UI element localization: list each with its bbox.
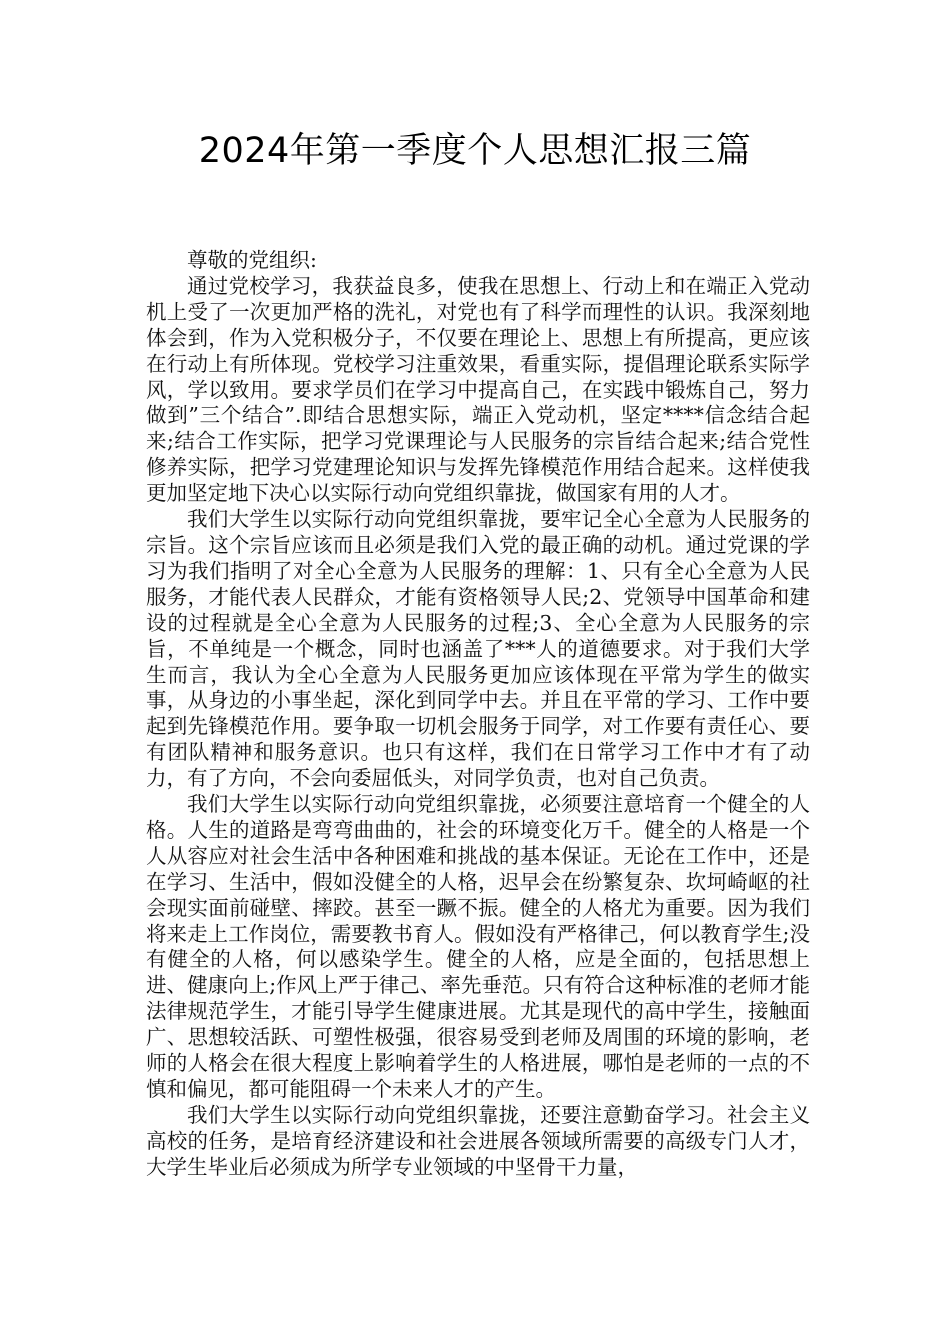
document-body: [146, 248, 810, 1181]
paragraph-1: 通过党校学习，我获益良多，使我在思想上、行动上和在端正入党动机上受了一次更加严格的洗礼，对党也有了科学而理性的认识。我深刻地体会到，作为入党积极分子，不仅要在理论上、思想上有所提高，更应该在行动上有所体现。党校学习注重效果，看重实际，提倡理论联系实际学风，学以致用。要求学员们在学习中提高自己，在实践中锻炼自己，努力做到”三个结合”.即结合思想实际，端正入党动机，坚定****信念结合起来;结合工作实际，把学习党课理论与人民服务的宗旨结合起来;结合党性修养实际，把学习党建理论知识与发挥先锋模范作用结合起来。这样使我更加坚定地下决心以实际行动向党组织靠拢，做国家有用的人才。: [146, 273, 810, 506]
paragraph-3: 我们大学生以实际行动向党组织靠拢，必须要注意培育一个健全的人格。人生的道路是弯弯曲曲的，社会的环境变化万千。健全的人格是一个人从容应对社会生活中各种困难和挑战的基本保证。无论在工作中，还是在学习、生活中，假如没健全的人格，迟早会在纷繁复杂、坎坷崎岖的社会现实面前碰壁、摔跤。甚至一蹶不振。健全的人格尤为重要。因为我们将来走上工作岗位，需要教书育人。假如没有严格律己，何以教育学生;没有健全的人格，何以感染学生。健全的人格，应是全面的，包括思想上进、健康向上;作风上严于律己、率先垂范。只有符合这种标准的老师才能法律规范学生，才能引导学生健康进展。尤其是现代的高中学生，接触面广、思想较活跃、可塑性极强，很容易受到老师及周围的环境的影响，老师的人格会在很大程度上影响着学生的人格进展，哪怕是老师的一点的不慎和偏见，都可能阻碍一个未来人才的产生。: [146, 792, 810, 1101]
paragraph-4: 我们大学生以实际行动向党组织靠拢，还要注意勤奋学习。社会主义高校的任务，是培育经济建设和社会进展各领域所需要的高级专门人才，大学生毕业后必须成为所学专业领域的中坚骨干力量，: [146, 1102, 810, 1179]
salutation: 尊敬的党组织:: [187, 248, 317, 272]
paragraph-2: 我们大学生以实际行动向党组织靠拢，要牢记全心全意为人民服务的宗旨。这个宗旨应该而且必须是我们入党的最正确的动机。通过党课的学习为我们指明了对全心全意为人民服务的理解：1、只有全心全意为人民服务，才能代表人民群众，才能有资格领导人民;2、党领导中国革命和建设的过程就是全心全意为人民服务的过程;3、全心全意为人民服务的宗旨，不单纯是一个概念，同时也涵盖了***人的道德要求。对于我们大学生而言，我认为全心全意为人民服务更加应该体现在平常为学生的做实事，从身边的小事坐起，深化到同学中去。并且在平常的学习、工作中要起到先锋模范作用。要争取一切机会服务于同学，对工作要有责任心、要有团队精神和服务意识。也只有这样，我们在日常学习工作中才有了动力，有了方向，不会向委屈低头，对同学负责，也对自己负责。: [146, 507, 810, 791]
document-title: 2024年第一季度个人思想汇报三篇: [198, 131, 752, 171]
